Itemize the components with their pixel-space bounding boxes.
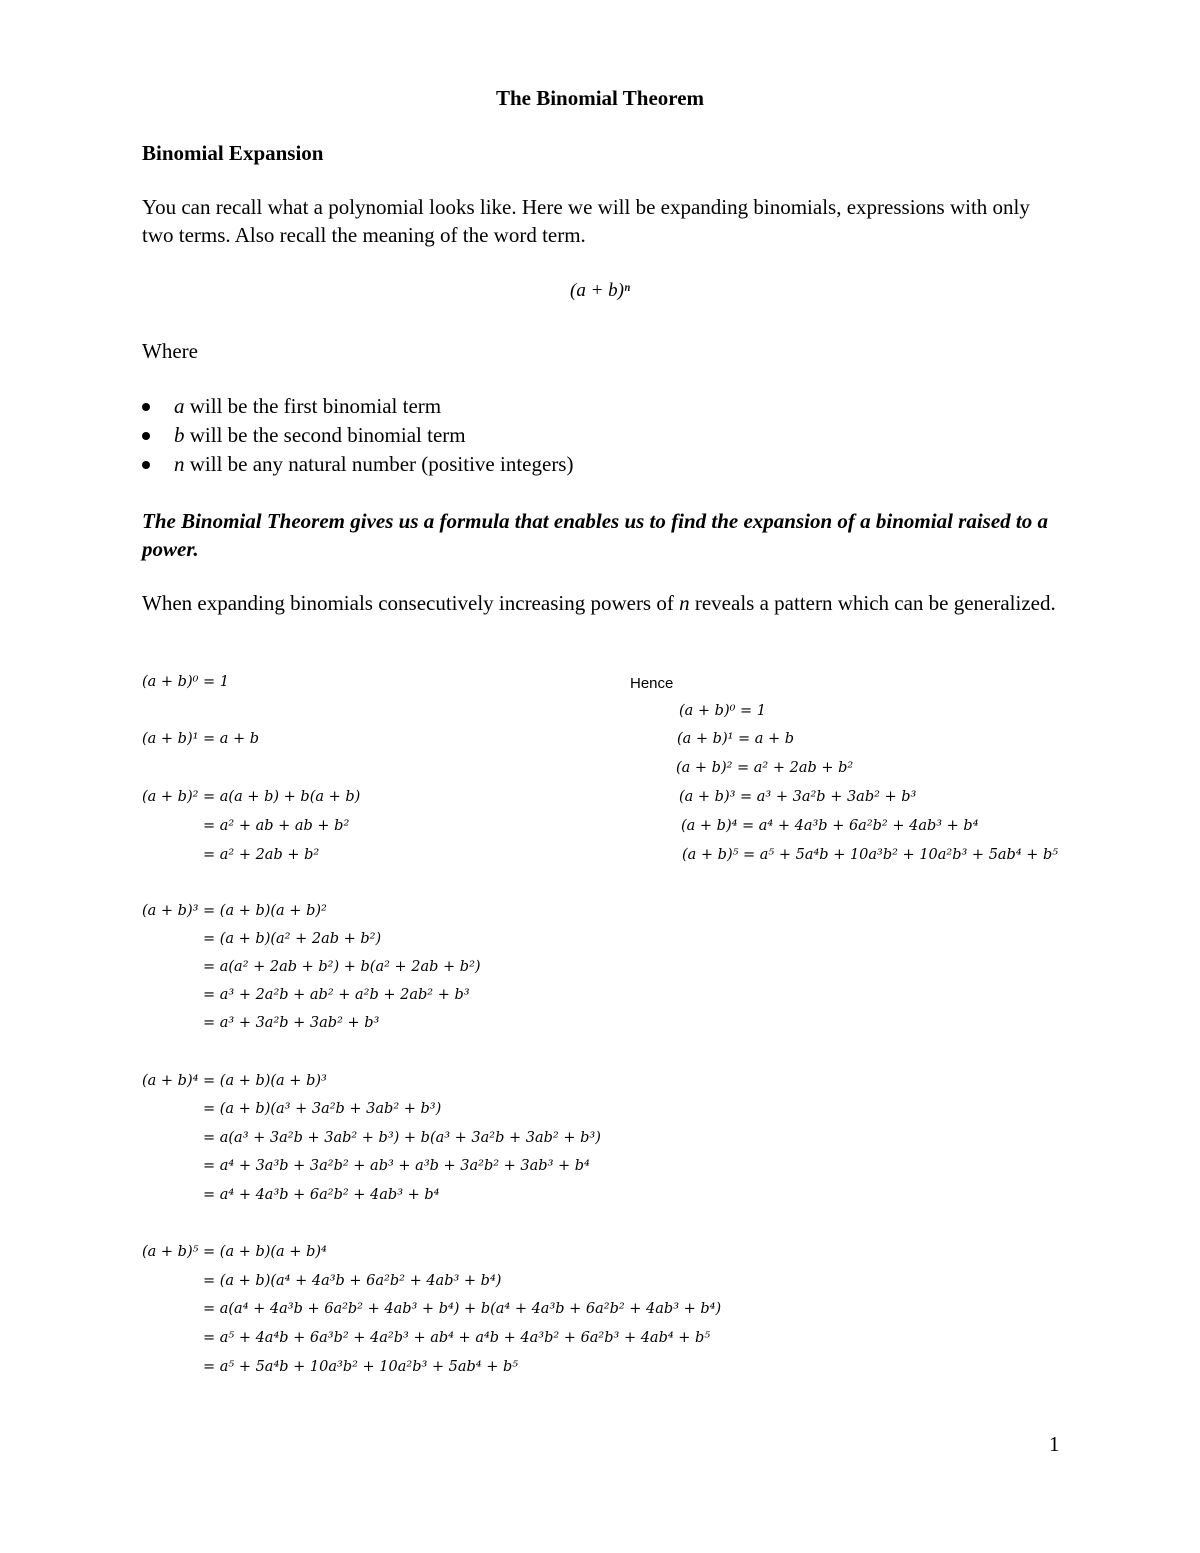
variable-n: n <box>174 452 185 476</box>
summary-line: (a + b)² = a² + 2ab + b² <box>676 760 854 776</box>
summary-line: (a + b)⁴ = a⁴ + 4a³b + 6a²b² + 4ab³ + b⁴ <box>681 818 979 834</box>
equation-line: (a + b)⁰ = 1 <box>142 674 230 690</box>
bullet-icon <box>142 461 150 469</box>
page-number: 1 <box>1049 1432 1060 1456</box>
variable-n: n <box>679 591 690 615</box>
section-heading: Binomial Expansion <box>142 141 324 165</box>
equation-line: (a + b)⁵ = (a + b)(a + b)⁴ <box>142 1244 327 1260</box>
bullet-icon <box>142 403 150 411</box>
bullet-text: will be the second binomial term <box>184 423 466 447</box>
equation-line: = a² + 2ab + b² <box>203 847 320 863</box>
equation-line: = a² + ab + ab + b² <box>203 818 350 834</box>
variable-a: a <box>174 394 185 418</box>
summary-line: (a + b)⁵ = a⁵ + 5a⁴b + 10a³b² + 10a²b³ + 5ab⁴ + b⁵ <box>682 847 1059 863</box>
equation-line: = a⁵ + 4a⁴b + 6a³b² + 4a²b³ + ab⁴ + a⁴b + 4a³b² + 6a²b³ + 4ab⁴ + b⁵ <box>203 1330 711 1346</box>
equation-line: = a⁴ + 3a³b + 3a²b² + ab³ + a³b + 3a²b² + 3ab³ + b⁴ <box>203 1158 590 1174</box>
equation-line: = a(a³ + 3a²b + 3ab² + b³) + b(a³ + 3a²b + 3ab² + b³) <box>203 1130 601 1146</box>
equation-line: (a + b)⁴ = (a + b)(a + b)³ <box>142 1073 327 1089</box>
variable-b: b <box>174 423 185 447</box>
equation-line: = a³ + 3a²b + 3ab² + b³ <box>203 1015 380 1031</box>
list-item <box>142 450 573 479</box>
list-item <box>142 392 573 421</box>
general-form-equation: (a + b)ⁿ <box>570 280 630 301</box>
equation-line: = a⁵ + 5a⁴b + 10a³b² + 10a²b³ + 5ab⁴ + b⁵ <box>203 1359 519 1375</box>
intro-paragraph: You can recall what a polynomial looks like. Here we will be expanding binomials, expressions with only two terms. Also recall the meaning of the word term. <box>142 195 1030 247</box>
hence-label: Hence <box>630 675 674 692</box>
definition-list <box>142 392 573 479</box>
equation-line: = a⁴ + 4a³b + 6a²b² + 4ab³ + b⁴ <box>203 1187 440 1203</box>
bullet-text: will be the first binomial term <box>184 394 442 418</box>
equation-line: (a + b)³ = (a + b)(a + b)² <box>142 903 327 919</box>
equation-line: = (a + b)(a² + 2ab + b²) <box>203 931 382 947</box>
equation-line: (a + b)² = a(a + b) + b(a + b) <box>142 789 361 805</box>
equation-line: = (a + b)(a⁴ + 4a³b + 6a²b² + 4ab³ + b⁴) <box>203 1273 502 1289</box>
pattern-text-start: When expanding binomials consecutively increasing powers of <box>142 591 680 615</box>
theorem-statement: The Binomial Theorem gives us a formula that enables us to find the expansion of a binomial raised to a power. <box>142 509 1049 561</box>
bullet-icon <box>142 432 150 440</box>
pattern-text-end: reveals a pattern which can be generalized. <box>689 591 1056 615</box>
equation-line: = a(a² + 2ab + b²) + b(a² + 2ab + b²) <box>203 959 481 975</box>
bullet-text: will be any natural number (positive integers) <box>184 452 574 476</box>
where-label: Where <box>142 339 198 363</box>
list-item <box>142 421 573 450</box>
summary-line: (a + b)³ = a³ + 3a²b + 3ab² + b³ <box>679 789 917 805</box>
equation-line: = a(a⁴ + 4a³b + 6a²b² + 4ab³ + b⁴) + b(a⁴ + 4a³b + 6a²b² + 4ab³ + b⁴) <box>203 1301 722 1317</box>
summary-line: (a + b)¹ = a + b <box>677 731 795 747</box>
equation-line: = (a + b)(a³ + 3a²b + 3ab² + b³) <box>203 1101 442 1117</box>
summary-line: (a + b)⁰ = 1 <box>679 703 767 719</box>
equation-line: (a + b)¹ = a + b <box>142 731 260 747</box>
pattern-paragraph <box>142 589 1062 617</box>
equation-line: = a³ + 2a²b + ab² + a²b + 2ab² + b³ <box>203 987 470 1003</box>
page-title: The Binomial Theorem <box>495 86 705 110</box>
